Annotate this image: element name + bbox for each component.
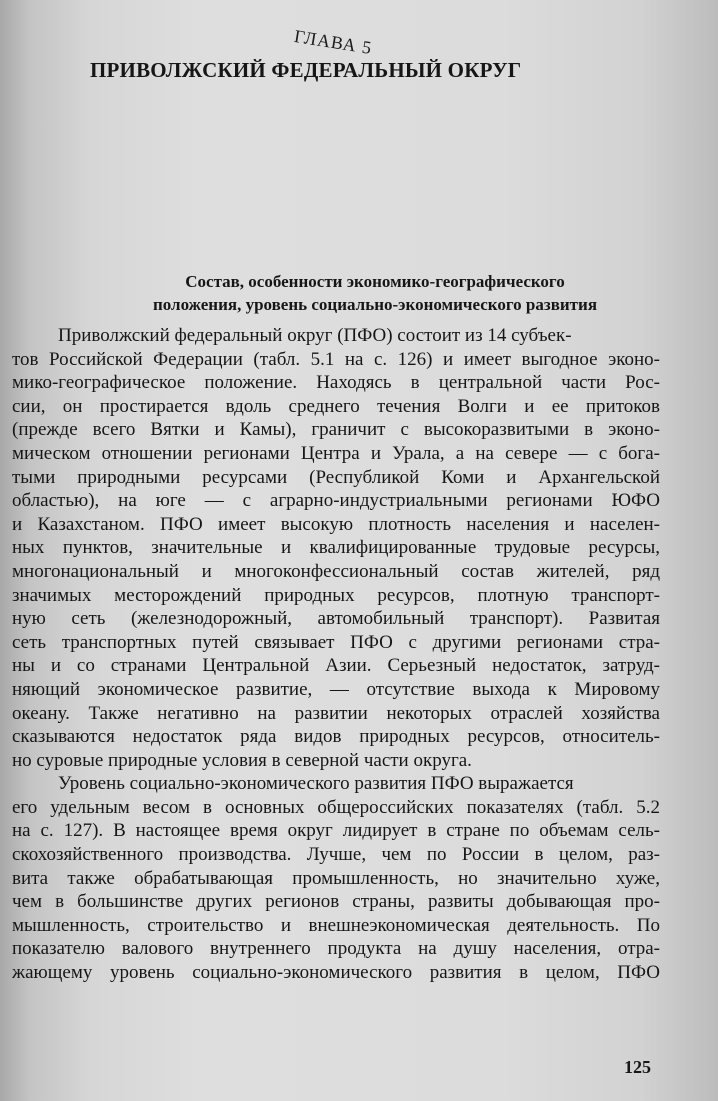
paragraph-line: но суровые природные условия в северной части округа.: [12, 749, 472, 771]
paragraph-line: сказываются недостаток ряда видов природных ресурсов, относитель-: [12, 726, 660, 748]
paragraph-line: няющий экономическое развитие, — отсутствие выхода к Мировому: [12, 678, 660, 700]
paragraph-line: мическом отношении регионами Центра и Урала, а на севере — с бога-: [12, 442, 660, 464]
paragraph-line: жающему уровень социально-экономического развития в целом, ПФО: [12, 962, 660, 984]
paragraph-line: мышленность, строительство и внешнеэкономическая деятельность. По: [12, 914, 660, 936]
paragraph-line: вита также обрабатывающая промышленность, но значительно хуже,: [12, 867, 660, 889]
body-text: [12, 324, 660, 985]
paragraph-line: многонациональный и многоконфессиональный состав жителей, ряд: [12, 560, 660, 582]
paragraph-line: его удельным весом в основных общероссийских показателях (табл. 5.2: [12, 796, 660, 818]
paragraph-line: показателю валового внутреннего продукта на душу населения, отра-: [12, 938, 660, 960]
paragraph-line: сеть транспортных путей связывает ПФО с другими регионами стра-: [12, 631, 660, 653]
paragraph-line: чем в большинстве других регионов страны, развиты добывающая про-: [12, 891, 660, 913]
paragraph-line: сии, он простирается вдоль среднего течения Волги и ее притоков: [12, 395, 660, 417]
paragraph-line: тыми природными ресурсами (Республикой Коми и Архангельской: [12, 466, 660, 488]
paragraph-line: (прежде всего Вятки и Камы), граничит с высокоразвитыми в эконо-: [12, 419, 660, 441]
paragraph-line: скохозяйственного производства. Лучше, чем по России в целом, раз-: [12, 844, 660, 866]
paragraph-line: тов Российской Федерации (табл. 5.1 на с. 126) и имеет выгодное эконо-: [12, 348, 660, 370]
chapter-label: ГЛАВА 5: [292, 26, 374, 59]
paragraph-line: ных пунктов, значительные и квалифицированные трудовые ресурсы,: [12, 537, 660, 559]
paragraph-line: значимых месторождений природных ресурсов, плотную транспорт-: [12, 584, 660, 606]
paragraph-line: на с. 127). В настоящее время округ лидирует в стране по объемам сель-: [12, 820, 660, 842]
paragraph-line: ную сеть (железнодорожный, автомобильный транспорт). Развитая: [12, 608, 660, 630]
paragraph-line: областью), на юге — с аграрно-индустриальными регионами ЮФО: [12, 490, 660, 512]
section-heading-line: Состав, особенности экономико-географического: [185, 272, 565, 291]
paragraph-line: Приволжский федеральный округ (ПФО) состоит из 14 субъек-: [58, 325, 572, 346]
section-heading: [70, 270, 680, 316]
paragraph-line: Уровень социально-экономического развития ПФО выражается: [58, 773, 574, 795]
paragraph-line: океану. Также негативно на развитии некоторых отраслей хозяйства: [12, 702, 660, 724]
chapter-title: ПРИВОЛЖСКИЙ ФЕДЕРАЛЬНЫЙ ОКРУГ: [90, 58, 522, 82]
page-number: 125: [624, 1057, 651, 1077]
section-heading-line: положения, уровень социально-экономического развития: [152, 295, 598, 314]
paragraph-line: ны и со странами Центральной Азии. Серьезный недостаток, затруд-: [12, 655, 660, 677]
paragraph-line: и Казахстаном. ПФО имеет высокую плотность населения и населен-: [12, 513, 660, 535]
paragraph-line: мико-географическое положение. Находясь в центральной части Рос-: [12, 372, 660, 394]
